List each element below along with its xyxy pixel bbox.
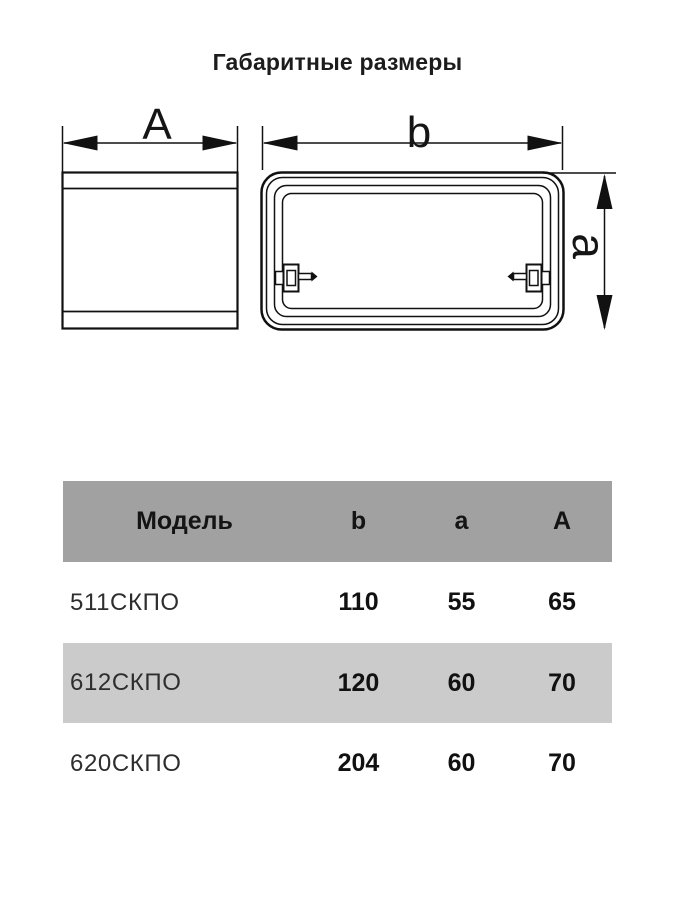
latch-pin [514, 274, 527, 280]
value-b: 204 [337, 749, 380, 777]
latch-inner [530, 271, 539, 286]
side-view-body [63, 173, 238, 329]
arrowhead-left-icon [263, 136, 298, 151]
arrowhead-right-icon [528, 136, 563, 151]
dimension-A [63, 100, 238, 172]
value-A: 70 [548, 749, 576, 777]
col-header-a: a [454, 507, 469, 535]
table-header-row [63, 481, 612, 562]
model-name: 612СКПО [70, 669, 182, 696]
front-view-outline-3 [275, 186, 551, 317]
arrowhead-up-icon [597, 174, 613, 209]
dimension-b [263, 108, 563, 170]
model-name: 620СКПО [70, 749, 182, 777]
col-header-A: A [552, 507, 572, 535]
value-b: 120 [337, 668, 380, 697]
dimensions-table [63, 481, 612, 804]
value-A: 70 [548, 668, 576, 697]
value-a: 60 [447, 668, 476, 697]
latch-inner [287, 271, 296, 286]
value-a: 55 [447, 588, 476, 616]
arrowhead-right-icon [203, 136, 238, 151]
latch-pin [299, 274, 312, 280]
table-row [63, 643, 612, 723]
table-row [63, 723, 612, 804]
side-view [63, 100, 238, 329]
value-b: 110 [338, 588, 379, 616]
dimension-a [543, 173, 616, 330]
latch-pin-tip [508, 272, 514, 282]
front-view [262, 108, 617, 330]
latch-pin-tip [312, 272, 318, 282]
value-A: 65 [548, 588, 576, 616]
table-row [63, 562, 612, 643]
arrowhead-down-icon [597, 295, 613, 330]
dimension-label-A: A [142, 100, 172, 149]
value-a: 60 [447, 749, 476, 777]
col-header-model: Модель [136, 507, 233, 535]
dimension-label-b: b [406, 108, 432, 157]
model-name: 511СКПО [70, 588, 180, 616]
front-view-outline-2 [267, 178, 559, 325]
arrowhead-left-icon [63, 136, 98, 151]
front-view-outline-1 [262, 173, 564, 330]
dimension-label-a: a [562, 233, 615, 259]
col-header-b: b [350, 507, 367, 535]
page-title: Габаритные размеры [212, 49, 463, 75]
front-view-outline-4 [283, 194, 543, 309]
